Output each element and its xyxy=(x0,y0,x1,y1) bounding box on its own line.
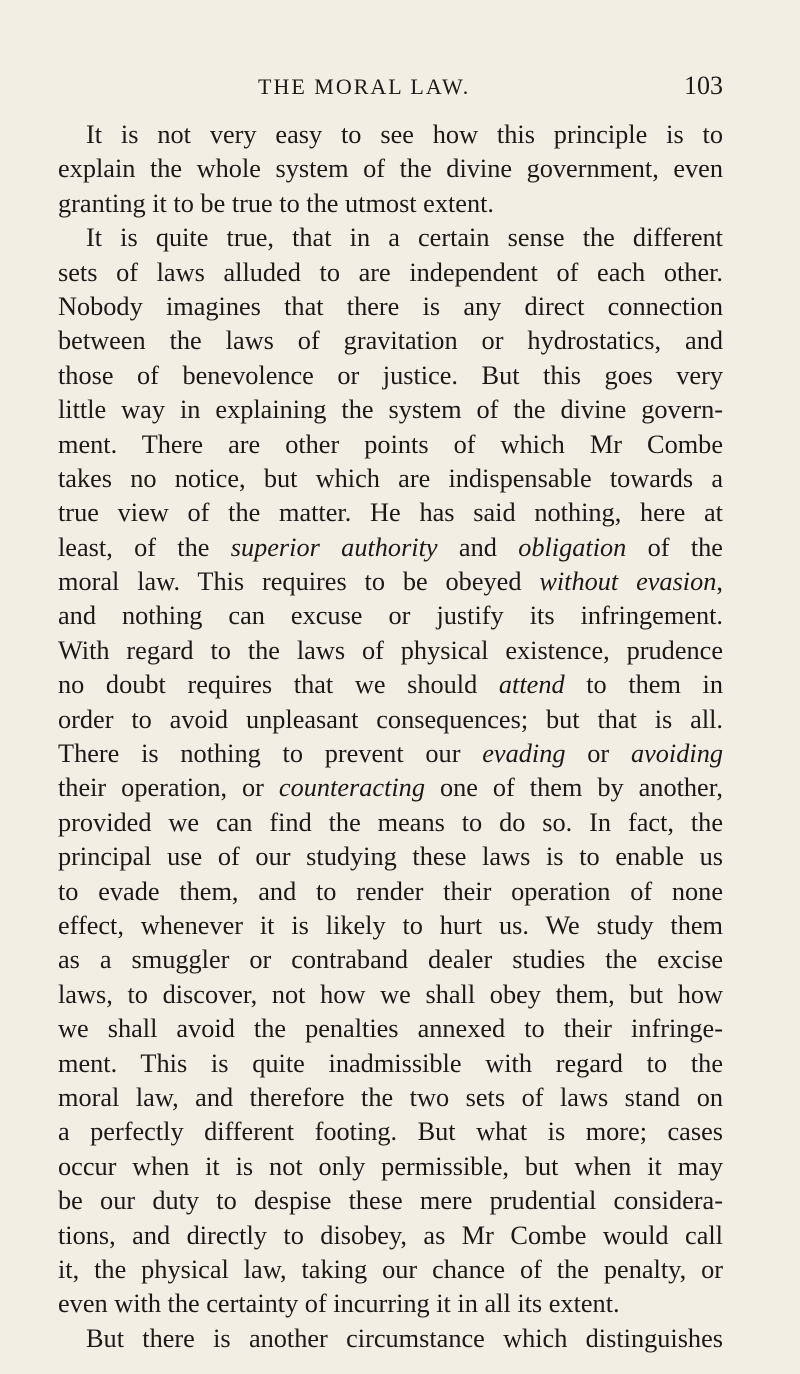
italic-text: obligation xyxy=(518,532,627,562)
text-segment: principal use of our studying these laws is to enable us xyxy=(58,842,723,872)
text-line xyxy=(58,737,723,771)
text-segment: It is quite true, that in a certain sense the different xyxy=(86,223,723,253)
text-segment: be our duty to despise these mere prudential considera- xyxy=(58,1186,723,1216)
text-segment: even with the certainty of incurring it in all its extent. xyxy=(58,1289,620,1319)
text-segment: or xyxy=(565,739,631,769)
text-line xyxy=(58,496,723,530)
text-line xyxy=(58,290,723,324)
body-text xyxy=(58,118,723,1356)
text-segment: ment. This is quite inadmissible with regard to the xyxy=(58,1048,723,1078)
text-segment: moral law, and therefore the two sets of laws stand on xyxy=(58,1082,723,1112)
text-segment: one of them by another, xyxy=(424,773,724,803)
text-segment: provided we can find the means to do so. In fact, the xyxy=(58,807,723,837)
text-segment: it, the physical law, taking our chance of the penalty, or xyxy=(58,1254,723,1284)
text-line xyxy=(58,565,723,599)
text-line xyxy=(58,152,723,186)
text-line xyxy=(58,1184,723,1218)
text-line xyxy=(58,943,723,977)
text-line xyxy=(58,1219,723,1253)
text-line xyxy=(58,1115,723,1149)
text-line xyxy=(58,1150,723,1184)
italic-text: counteracting xyxy=(278,773,425,803)
text-segment: Nobody imagines that there is any direct connection xyxy=(58,291,723,321)
text-segment: of the xyxy=(626,532,723,562)
text-line xyxy=(58,1047,723,1081)
text-segment: sets of laws alluded to are independent of each other. xyxy=(58,257,723,287)
text-line xyxy=(58,1012,723,1046)
text-segment: and xyxy=(437,532,519,562)
text-segment: to evade them, and to render their operation of none xyxy=(58,876,723,906)
text-segment: moral law. This requires to be obeyed xyxy=(58,567,540,597)
running-title: THE MORAL LAW. xyxy=(258,74,471,99)
text-segment: their operation, or xyxy=(58,773,279,803)
text-segment: order to avoid unpleasant consequences; but that is all. xyxy=(58,704,723,734)
italic-text: superior authority xyxy=(230,532,438,562)
text-line xyxy=(58,771,723,805)
page-number: 103 xyxy=(684,71,723,100)
text-segment: occur when it is not only permissible, but when it may xyxy=(58,1151,723,1181)
text-line xyxy=(58,324,723,358)
text-segment: to them in xyxy=(564,670,723,700)
italic-text: without evasion xyxy=(539,567,717,597)
text-line xyxy=(58,634,723,668)
text-line xyxy=(58,393,723,427)
text-segment: a perfectly different footing. But what is more; cases xyxy=(58,1117,723,1147)
text-line xyxy=(58,599,723,633)
text-line xyxy=(58,875,723,909)
text-segment: between the laws of gravitation or hydrostatics, and xyxy=(58,326,723,356)
text-segment: It is not very easy to see how this principle is to xyxy=(86,120,723,149)
text-line xyxy=(58,221,723,255)
text-line xyxy=(58,256,723,290)
text-line xyxy=(58,978,723,1012)
text-segment: With regard to the laws of physical existence, prudence xyxy=(58,635,723,665)
text-segment: There is nothing to prevent our xyxy=(58,739,483,769)
text-segment: , xyxy=(716,567,723,597)
italic-text: evading xyxy=(482,739,566,769)
text-segment: effect, whenever it is likely to hurt us. We study them xyxy=(58,910,723,940)
text-line xyxy=(58,703,723,737)
text-line xyxy=(58,1322,723,1356)
text-line xyxy=(58,462,723,496)
text-segment: ment. There are other points of which Mr Combe xyxy=(58,429,723,459)
text-line xyxy=(58,1081,723,1115)
text-segment: those of benevolence or justice. But this goes very xyxy=(58,360,723,390)
text-segment: tions, and directly to disobey, as Mr Combe would call xyxy=(58,1220,723,1250)
text-segment: explain the whole system of the divine government, even xyxy=(58,154,723,184)
text-segment: little way in explaining the system of the divine govern- xyxy=(58,395,723,425)
text-segment: takes no notice, but which are indispensable towards a xyxy=(58,463,723,493)
text-line xyxy=(58,531,723,565)
text-line xyxy=(58,118,723,152)
text-line xyxy=(58,428,723,462)
text-segment: as a smuggler or contraband dealer studies the excise xyxy=(58,945,723,975)
text-segment: granting it to be true to the utmost extent. xyxy=(58,188,495,218)
text-segment: least, of the xyxy=(58,532,231,562)
italic-text: avoiding xyxy=(630,739,723,769)
text-segment: true view of the matter. He has said nothing, here at xyxy=(58,498,723,528)
italic-text: attend xyxy=(498,670,565,700)
text-line xyxy=(58,187,723,221)
text-line xyxy=(58,1287,723,1321)
text-segment: But there is another circumstance which distinguishes xyxy=(86,1323,723,1353)
text-segment: laws, to discover, not how we shall obey them, but how xyxy=(58,979,723,1009)
text-line xyxy=(58,359,723,393)
text-line xyxy=(58,840,723,874)
text-line xyxy=(58,806,723,840)
text-segment: and nothing can excuse or justify its infringement. xyxy=(58,601,723,631)
text-line xyxy=(58,1253,723,1287)
text-segment: no doubt requires that we should xyxy=(58,670,499,700)
page-header xyxy=(58,71,723,114)
text-line xyxy=(58,668,723,702)
text-line xyxy=(58,909,723,943)
text-segment: we shall avoid the penalties annexed to their infringe- xyxy=(58,1014,723,1044)
